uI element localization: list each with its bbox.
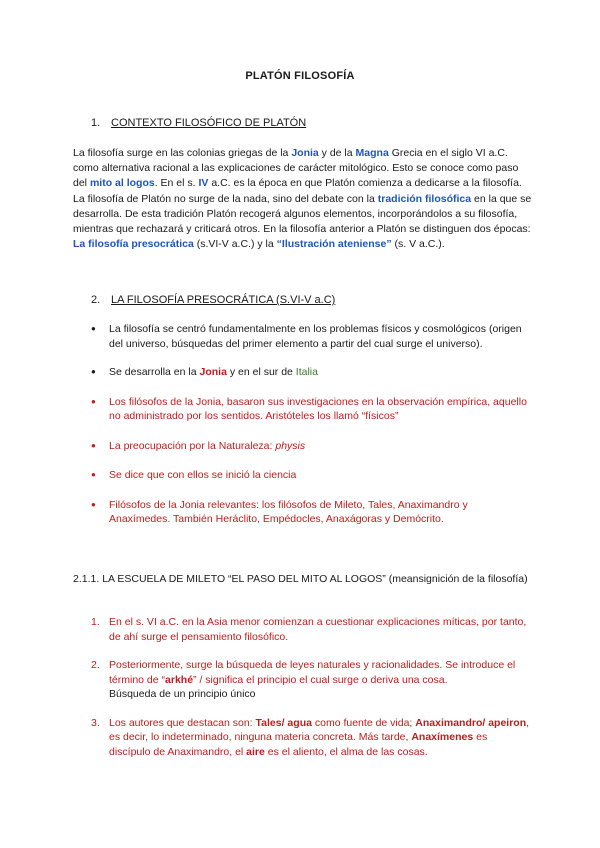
item-number: 3. <box>91 716 100 729</box>
term-tradicion: tradición filosófica <box>377 192 472 205</box>
item-text: Filósofos de la Jonia relevantes: los filósofos de Mileto, Tales, Anaximandro y Anaxímedes. También Heráclito, Empédocles, Anaxágoras y Demócrito. <box>109 498 468 525</box>
list-item <box>91 658 531 702</box>
list-item <box>91 615 531 644</box>
list-item <box>91 322 531 351</box>
text: y de la <box>318 147 356 159</box>
item-text: , es decir, lo indeterminado, ninguna materia concreta. Más tarde, <box>109 716 530 743</box>
item-text: como fuente de vida; <box>311 716 416 729</box>
text: (s.VI-V a.C.) y la <box>193 238 277 251</box>
list-item <box>91 716 531 760</box>
text: Grecia en el siglo VI a.C. como alternativa racional a las explicaciones de carácter mitológico. Esto se conoce como paso del <box>73 147 519 190</box>
item-text: La filosofía se centró fundamentalmente en los problemas físicos y cosmológicos (origen del universo, búsquedas del primer elemento a partir del cual surge el universo). <box>109 323 522 350</box>
list-item <box>91 468 531 483</box>
section-1-title: CONTEXTO FILOSÓFICO DE PLATÓN <box>111 117 307 129</box>
item-text: ” / significa el principio el cual surge o deriva una cosa. <box>193 673 448 686</box>
section-1-number: 1. <box>91 117 101 129</box>
item-text: Se desarrolla en la <box>109 366 200 378</box>
section-2-number: 2. <box>91 294 101 306</box>
term-anaximandro: Anaximandro/ apeiron <box>415 716 527 729</box>
text: (s. V a.C.). <box>391 238 445 251</box>
item-text: La preocupación por la Naturaleza: <box>109 439 276 452</box>
item-text: En el s. VI a.C. en la Asia menor comienzan a cuestionar explicaciones míticas, por tanto, de ahí surge el pensamiento filosófico. <box>109 616 527 643</box>
item-text: y en el sur de <box>226 366 296 378</box>
item-text: Se dice que con ellos se inició la ciencia <box>109 469 297 481</box>
term-physis: physis <box>275 439 306 452</box>
term-presocratica: La filosofía presocrática <box>73 238 194 251</box>
section-1-paragraph <box>73 146 535 252</box>
section-2-title: LA FILOSOFÍA PRESOCRÁTICA (S.VI-V a.C) <box>111 294 336 306</box>
list-item <box>91 395 531 424</box>
term-tales: Tales/ agua <box>255 716 312 729</box>
text: La filosofía surge en las colonias griegas de la <box>73 147 292 159</box>
term-mito-al-logos: mito al logos <box>89 177 155 190</box>
list-item <box>91 365 531 380</box>
text: . En el s. <box>154 177 199 190</box>
item-number: 2. <box>91 659 100 671</box>
term-arkhe: arkhé <box>165 673 194 686</box>
item-text: es discípulo de Anaximandro, el <box>109 731 488 758</box>
term-jonia: Jonia <box>291 147 319 159</box>
term-anaximenes: Anaxímenes <box>411 731 474 743</box>
term-ilustracion: “Ilustración ateniense” <box>276 238 392 251</box>
item-text: Los filósofos de la Jonia, basaron sus investigaciones en la observación empírica, aquello no administrado por los sentidos. Aristóteles los llamó “físicos” <box>109 395 527 422</box>
mileto-list <box>91 615 531 759</box>
presocratic-list <box>91 322 531 527</box>
term-magna: Magna <box>355 147 389 159</box>
page-title: PLATÓN FILOSOFÍA <box>245 70 355 82</box>
text: en la que se desarrolla. De esta tradición Platón recogerá algunos elementos, incorporándolos a su filosofía, mientras que rechazará y criticará otros. En la filosofía anterior a Platón se distinguen dos épocas: <box>73 192 532 236</box>
text: a.C. es la época en que Platón comienza a dedicarse a la filosofía. La filosofía de Platón no surge de la nada, sino del debate con la <box>73 177 522 205</box>
term-italia: Italia <box>295 366 318 378</box>
list-item <box>91 439 531 454</box>
item-number: 1. <box>91 616 100 628</box>
item-text: Posteriormente, surge la búsqueda de leyes naturales y racionalidades. Se introduce el término de “ <box>109 659 516 686</box>
term-aire: aire <box>246 745 265 758</box>
item-text: es el aliento, el alma de las cosas. <box>264 745 428 758</box>
section-2-heading <box>91 293 335 307</box>
term-jonia: Jonia <box>199 366 227 378</box>
section-2-1-1-heading: 2.1.1. LA ESCUELA DE MILETO “EL PASO DEL MITO AL LOGOS” (meansignición de la filosofía) <box>73 573 528 585</box>
term-iv: IV <box>198 177 209 190</box>
section-1-heading <box>91 116 306 130</box>
item-text: Búsqueda de un principio único <box>109 688 256 700</box>
item-text: Los autores que destacan son: <box>109 716 256 729</box>
list-item <box>91 498 531 527</box>
